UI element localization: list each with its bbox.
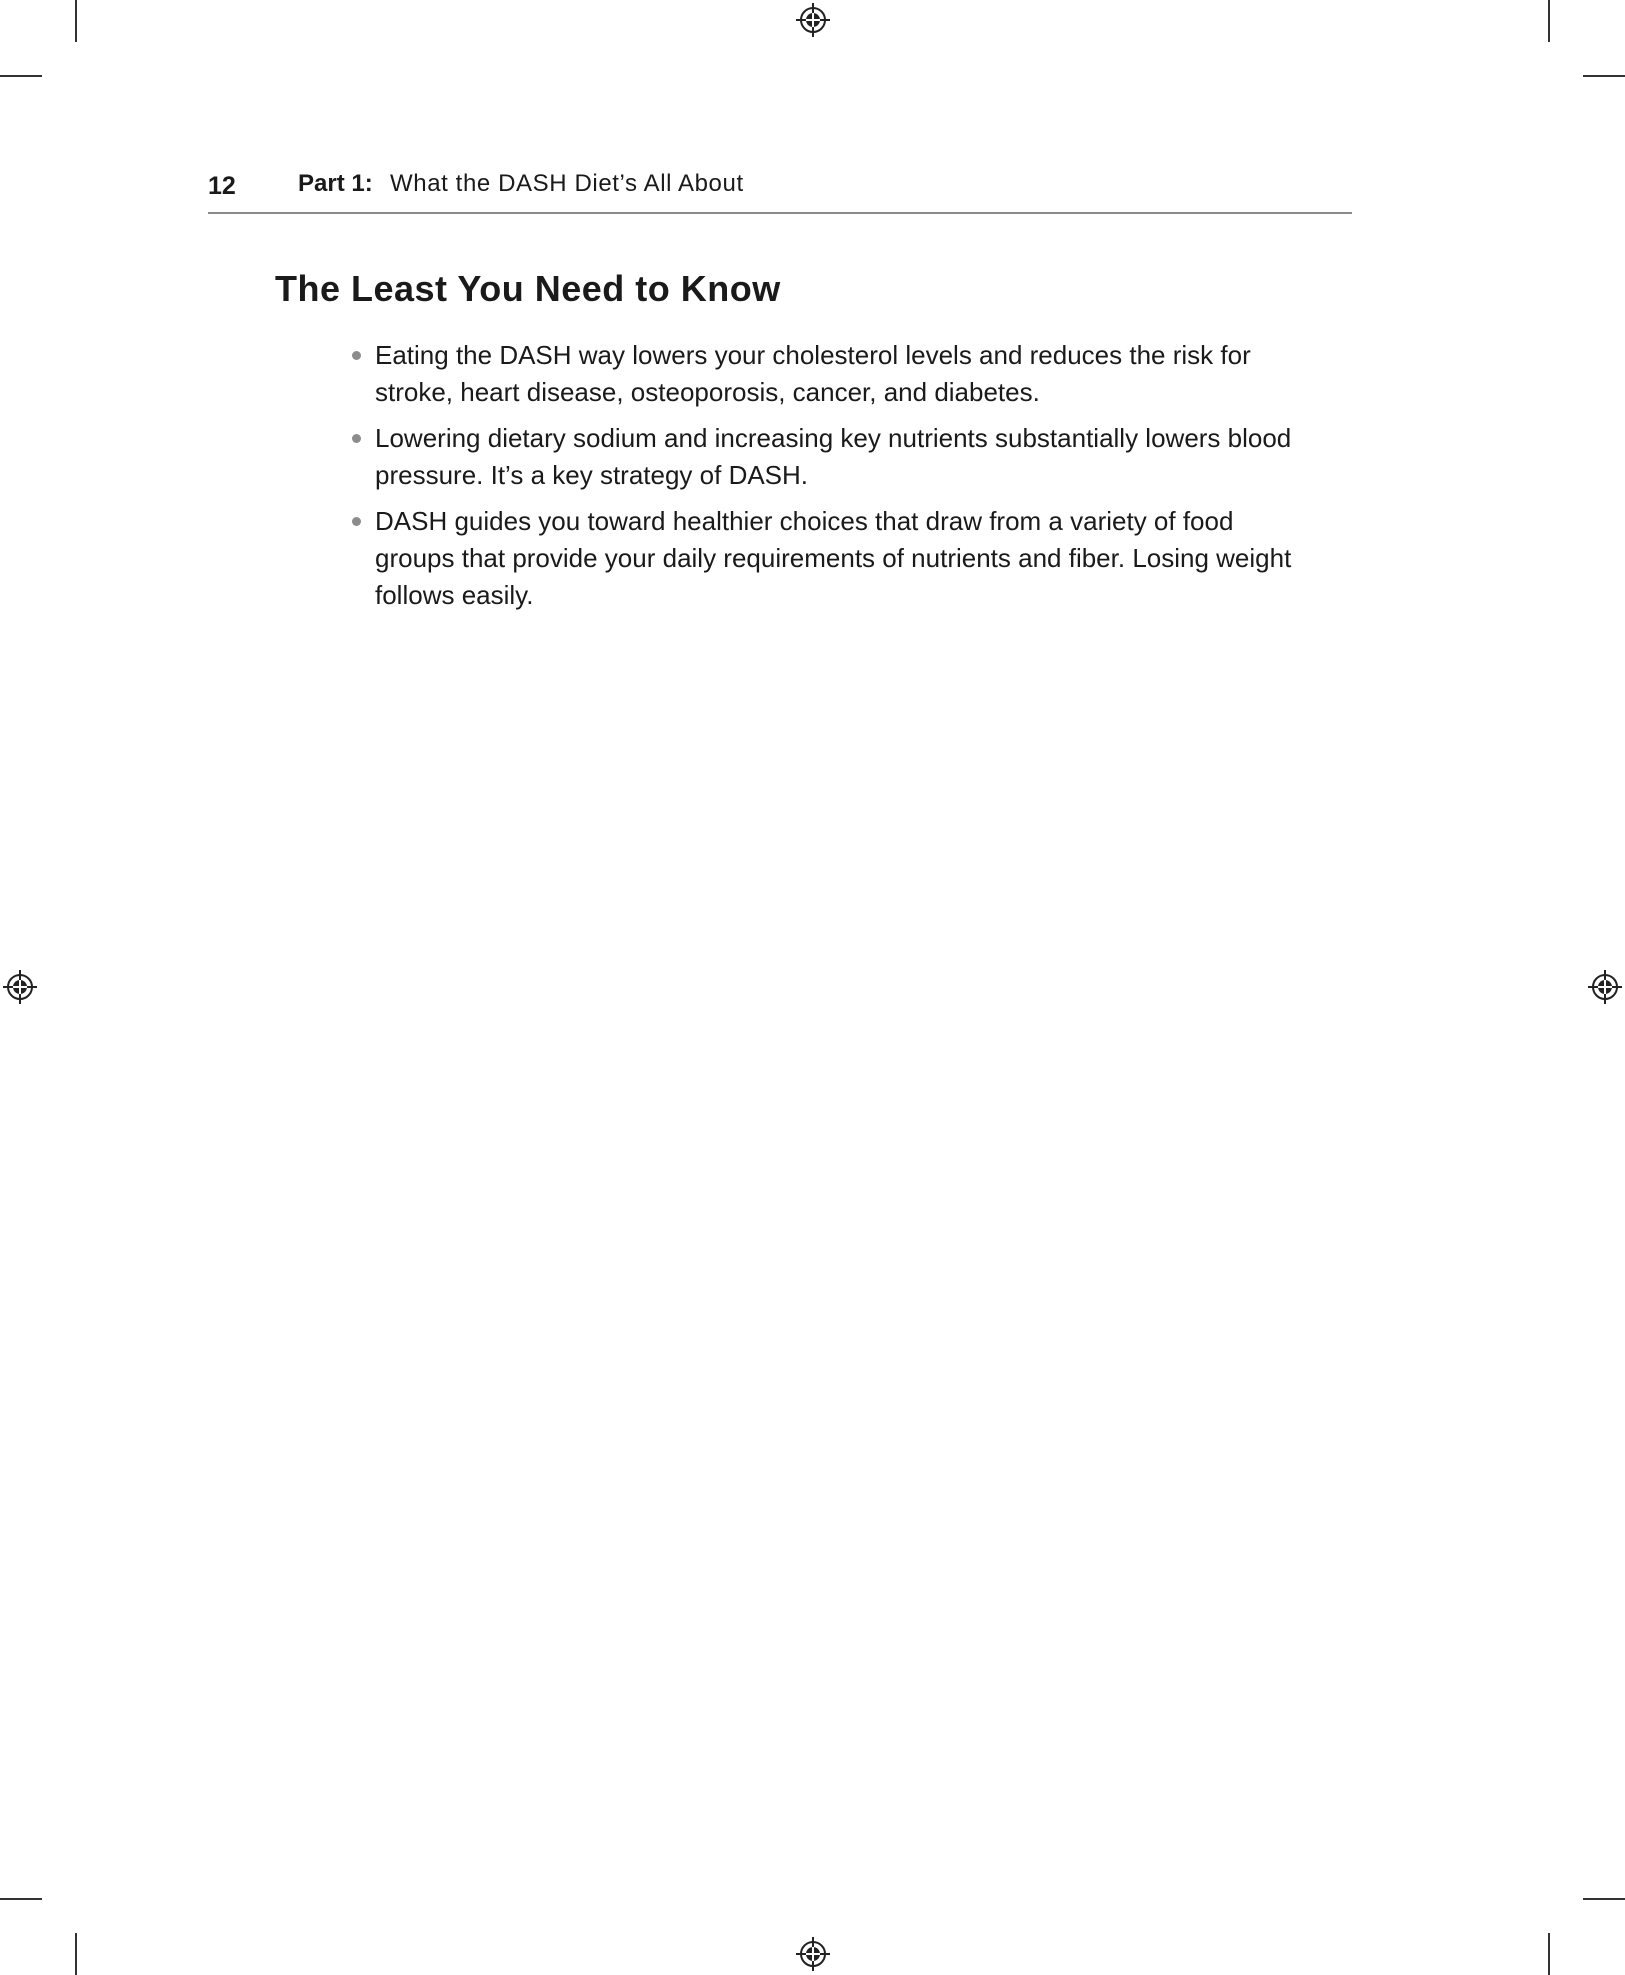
bullet-text: Lowering dietary sodium and increasing key nutrients substantially lowers blood pressure. It’s a key strategy of DASH.	[375, 423, 1292, 490]
section-title: The Least You Need to Know	[275, 268, 781, 309]
bullet-text: DASH guides you toward healthier choices that draw from a variety of food groups that provide your daily requirements of nutrients and fiber. Losing weight follows easily.	[375, 506, 1292, 610]
running-header	[208, 164, 1352, 214]
crop-mark-top-left-h	[0, 75, 42, 77]
part-title: What the DASH Diet’s All About	[390, 170, 744, 197]
bullet-icon	[352, 351, 361, 360]
list-item	[350, 337, 1310, 411]
bullet-icon	[352, 517, 361, 526]
registration-mark-top-icon	[796, 3, 830, 37]
crop-mark-top-left	[75, 0, 77, 42]
registration-mark-left-icon	[3, 970, 37, 1004]
bullet-text: Eating the DASH way lowers your cholesterol levels and reduces the risk for stroke, heart disease, osteoporosis, cancer, and diabetes.	[375, 340, 1251, 407]
crop-mark-bottom-right	[1548, 1933, 1550, 1975]
part-label: Part 1:	[298, 170, 373, 197]
bullet-icon	[352, 434, 361, 443]
crop-mark-bottom-right-h	[1583, 1898, 1625, 1900]
list-item	[350, 420, 1310, 494]
registration-mark-bottom-icon	[796, 1937, 830, 1971]
crop-mark-bottom-left-h	[0, 1898, 42, 1900]
crop-mark-bottom-left	[75, 1933, 77, 1975]
registration-mark-right-icon	[1588, 970, 1622, 1004]
crop-mark-top-right-h	[1583, 75, 1625, 77]
list-item	[350, 503, 1310, 614]
crop-mark-top-right	[1548, 0, 1550, 42]
page-number: 12	[208, 172, 236, 200]
summary-bullet-list	[350, 337, 1310, 623]
